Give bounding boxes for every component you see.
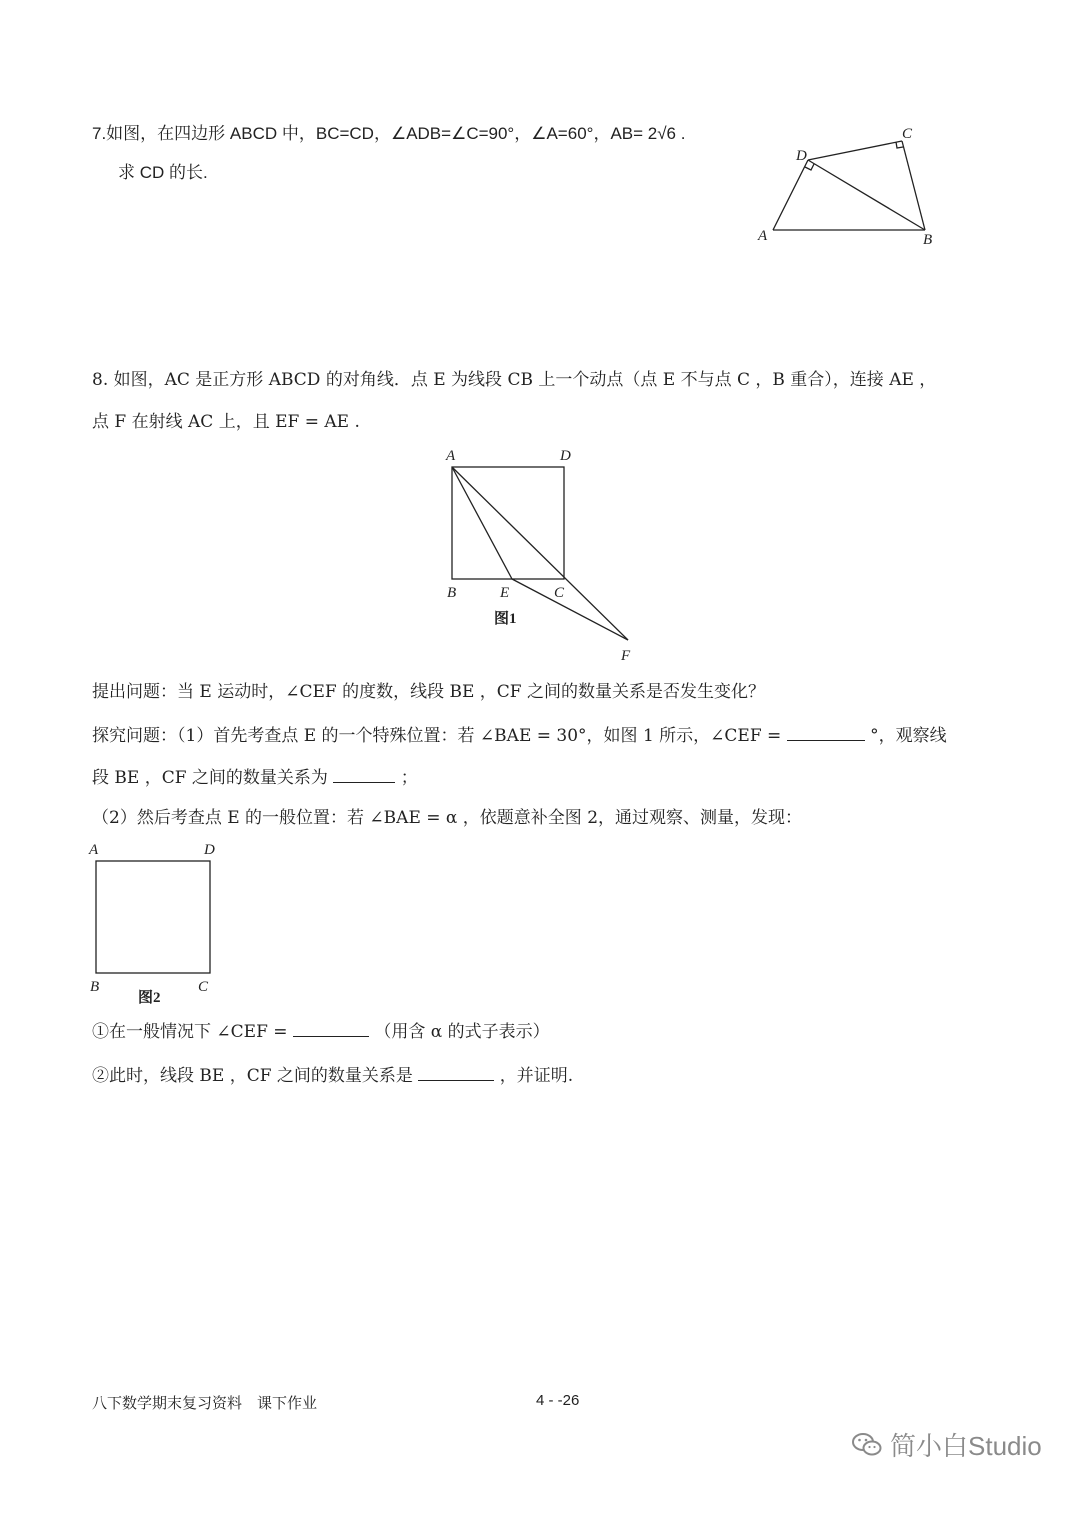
fig1-label-e: E — [500, 585, 510, 601]
segment-ae — [452, 467, 512, 579]
watermark-text: 简小白Studio — [890, 1431, 1042, 1461]
square-abcd-fig2 — [96, 861, 210, 973]
q8-item2 — [92, 1062, 573, 1088]
q8-explore1-text-end: °，观察线 — [870, 726, 947, 746]
q8-explore1-text: 探究问题：（1）首先考查点 E 的一个特殊位置：若 ∠BAE = 30°，如图 1 所示，∠CEF = — [92, 726, 782, 746]
q7-line1: 7.如图，在四边形 ABCD 中，BC=CD，∠ADB=∠C=90°，∠A=60°，AB= 2√6 . — [92, 124, 686, 143]
segment-ef — [512, 579, 628, 640]
q8-item1-text-end: （用含 α 的式子表示） — [374, 1022, 550, 1042]
fig1-label-f: F — [621, 648, 631, 664]
q8-explore1-line-b — [92, 764, 418, 790]
page-number: 4 - -26 — [536, 1392, 580, 1409]
q8-item2-text: ②此时，线段 BE ，CF 之间的数量关系是 — [92, 1066, 413, 1086]
q8-explore1b-text-end: ； — [400, 768, 418, 788]
fig1-caption: 图1 — [494, 611, 517, 627]
q8-question: 提出问题：当 E 运动时，∠CEF 的度数，线段 BE ，CF 之间的数量关系是否发生变化？ — [92, 682, 765, 702]
q7-figure — [750, 120, 950, 250]
q8-explore2: （2）然后考查点 E 的一般位置：若 ∠BAE = α ，依题意补全图 2，通过观察、测量，发现： — [92, 808, 803, 828]
q8-item1-text: ①在一般情况下 ∠CEF = — [92, 1022, 288, 1042]
q8-explore1b-text: 段 BE ，CF 之间的数量关系为 — [92, 768, 328, 788]
answer-blank-cef-degree[interactable] — [787, 722, 865, 741]
fig2-label-c: C — [198, 979, 209, 995]
q8-line2: 点 F 在射线 AC 上，且 EF = AE . — [92, 412, 360, 432]
ray-acf — [452, 467, 628, 640]
q7-label-a: A — [758, 228, 768, 244]
footer-title: 八下数学期末复习资料 课下作业 — [92, 1395, 318, 1412]
right-angle-d-mark — [805, 164, 814, 170]
fig1-label-d: D — [560, 448, 571, 464]
segment-dc — [808, 141, 902, 160]
segment-db — [808, 160, 925, 230]
fig2-label-b: B — [90, 979, 100, 995]
wechat-icon — [852, 1432, 882, 1458]
segment-cb — [902, 141, 925, 230]
q8-line1: 8. 如图，AC 是正方形 ABCD 的对角线．点 E 为线段 CB 上一个动点（点 E 不与点 C ，B 重合），连接 AE ， — [92, 370, 937, 390]
q8-figure1 — [430, 440, 650, 665]
q8-figure2 — [86, 836, 236, 1011]
watermark — [852, 1426, 1042, 1463]
q7-line2: 求 CD 的长. — [118, 163, 208, 182]
fig1-label-c: C — [554, 585, 565, 601]
fig1-label-a: A — [446, 448, 456, 464]
fig2-caption: 图2 — [138, 990, 161, 1006]
q8-item1 — [92, 1018, 550, 1044]
answer-blank-be-cf-general[interactable] — [418, 1062, 494, 1081]
fig2-label-d: D — [204, 842, 215, 858]
answer-blank-cef-alpha[interactable] — [293, 1018, 369, 1037]
fig1-label-b: B — [447, 585, 457, 601]
segment-ad — [773, 160, 808, 230]
answer-blank-be-cf-relation[interactable] — [333, 764, 395, 783]
fig2-label-a: A — [89, 842, 99, 858]
q7-label-d: D — [796, 148, 807, 164]
q8-item2-text-end: ，并证明. — [499, 1066, 574, 1086]
q8-explore1-line-a — [92, 722, 947, 748]
q7-label-b: B — [923, 232, 933, 248]
q7-label-c: C — [902, 126, 913, 142]
